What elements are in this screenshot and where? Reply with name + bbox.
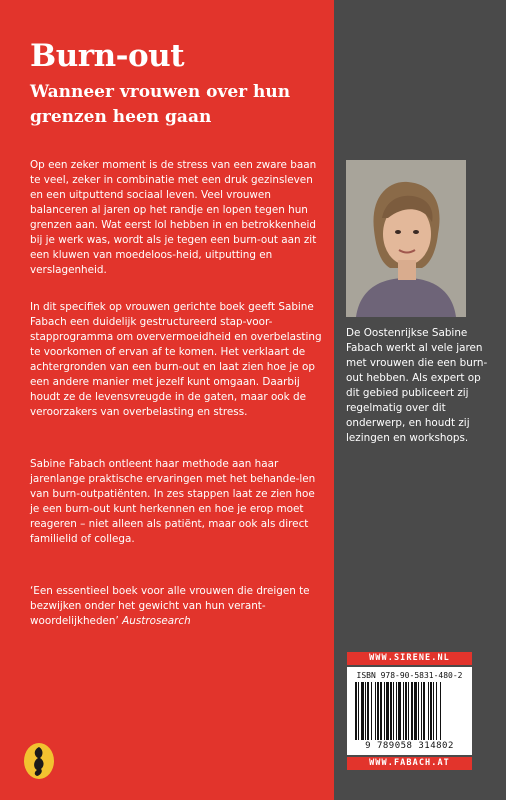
author-url: WWW.FABACH.AT [347, 757, 472, 770]
book-title: Burn-out [30, 38, 185, 74]
barcode-bar [358, 682, 359, 740]
barcode-bar [414, 682, 417, 740]
blurb-paragraph-1: Op een zeker moment is de stress van een zware baan te veel, zeker in combinatie met een druk gezinsleven en een uitputtend sociaal leven. Veel vrouwen balanceren al jaren op het randje en lopen tegen hun grenzen aan. Wat eerst lol hebben in en betrokkenheid bij je werk was, wordt als je tegen een burn-out aan zit een kluwen van moedeloos-heid, uitputting en verslagenheid. [30, 159, 317, 276]
isbn-number: ISBN 978-90-5831-480-2 [356, 671, 463, 680]
blurb-paragraph-3: Sabine Fabach ontleent haar methode aan haar jarenlange praktische ervaringen met het behande-len van burn-outpatiënten. In zes stappen laat ze zien hoe je een burn-out kunt herkennen en hoe je erop moet reageren – niet alleen als patiënt, maar ook als direct familielid of collega. [30, 458, 316, 545]
book-subtitle: Wanneer vrouwen over hun grenzen heen gaan [30, 82, 291, 127]
barcode-bar [430, 682, 432, 740]
barcode-bar [371, 682, 372, 740]
barcode-bar [375, 682, 376, 740]
barcode-bar [403, 682, 404, 740]
quote-text: ‘Een essentieel boek voor alle vrouwen die dreigen te bezwijken onder het gewicht van hun verant-woordelijkheden’ [30, 585, 310, 627]
barcode-bar [433, 682, 434, 740]
barcode-bar [423, 682, 425, 740]
review-quote [30, 584, 326, 629]
barcode-bar [361, 682, 364, 740]
sirene-logo-icon [22, 741, 56, 781]
author-photo [346, 160, 466, 317]
barcode-bar [393, 682, 394, 740]
publisher-url: WWW.SIRENE.NL [347, 652, 472, 665]
barcode-bar [418, 682, 419, 740]
blurb-paragraph-2: In dit specifiek op vrouwen gerichte boek geeft Sabine Fabach een duidelijk gestructureerd stap-voor-stapprogramma om oververmoeidheid en overbelasting te voorkomen of ervan af te komen. Het verklaart de achtergronden van een burn-out en laat zien hoe je op een andere manier met jezelf kunt omgaan. Daarbij houdt ze de levensvreugde in de gaten, maar ook de veroorzakers van overbelasting en stress. [30, 301, 322, 418]
barcode-bar [367, 682, 369, 740]
barcode-bar [365, 682, 366, 740]
barcode-bar [408, 682, 409, 740]
barcode-bar [390, 682, 392, 740]
barcode-box [347, 667, 472, 755]
author-bio: De Oostenrijkse Sabine Fabach werkt al vele jaren met vrouwen die een burn-out hebben. Als expert op dit gebied publiceert zij regelmatig over dit onderwerp, en houdt zij lezingen en workshops. [346, 327, 488, 444]
barcode-bar [386, 682, 389, 740]
barcode-bar [436, 682, 437, 740]
barcode-bar [384, 682, 385, 740]
barcode-bar [377, 682, 379, 740]
barcode-bar [380, 682, 382, 740]
barcode-bar [398, 682, 401, 740]
barcode-bar [355, 682, 357, 740]
barcode-icon [355, 682, 469, 740]
barcode-bar [421, 682, 422, 740]
barcode-bar [405, 682, 407, 740]
barcode-bar [411, 682, 413, 740]
barcode-bar [440, 682, 441, 740]
ean-number: 9 789058 314802 [365, 741, 454, 751]
quote-source: Austrosearch [122, 615, 191, 627]
barcode-bar [428, 682, 429, 740]
barcode-bar [396, 682, 397, 740]
